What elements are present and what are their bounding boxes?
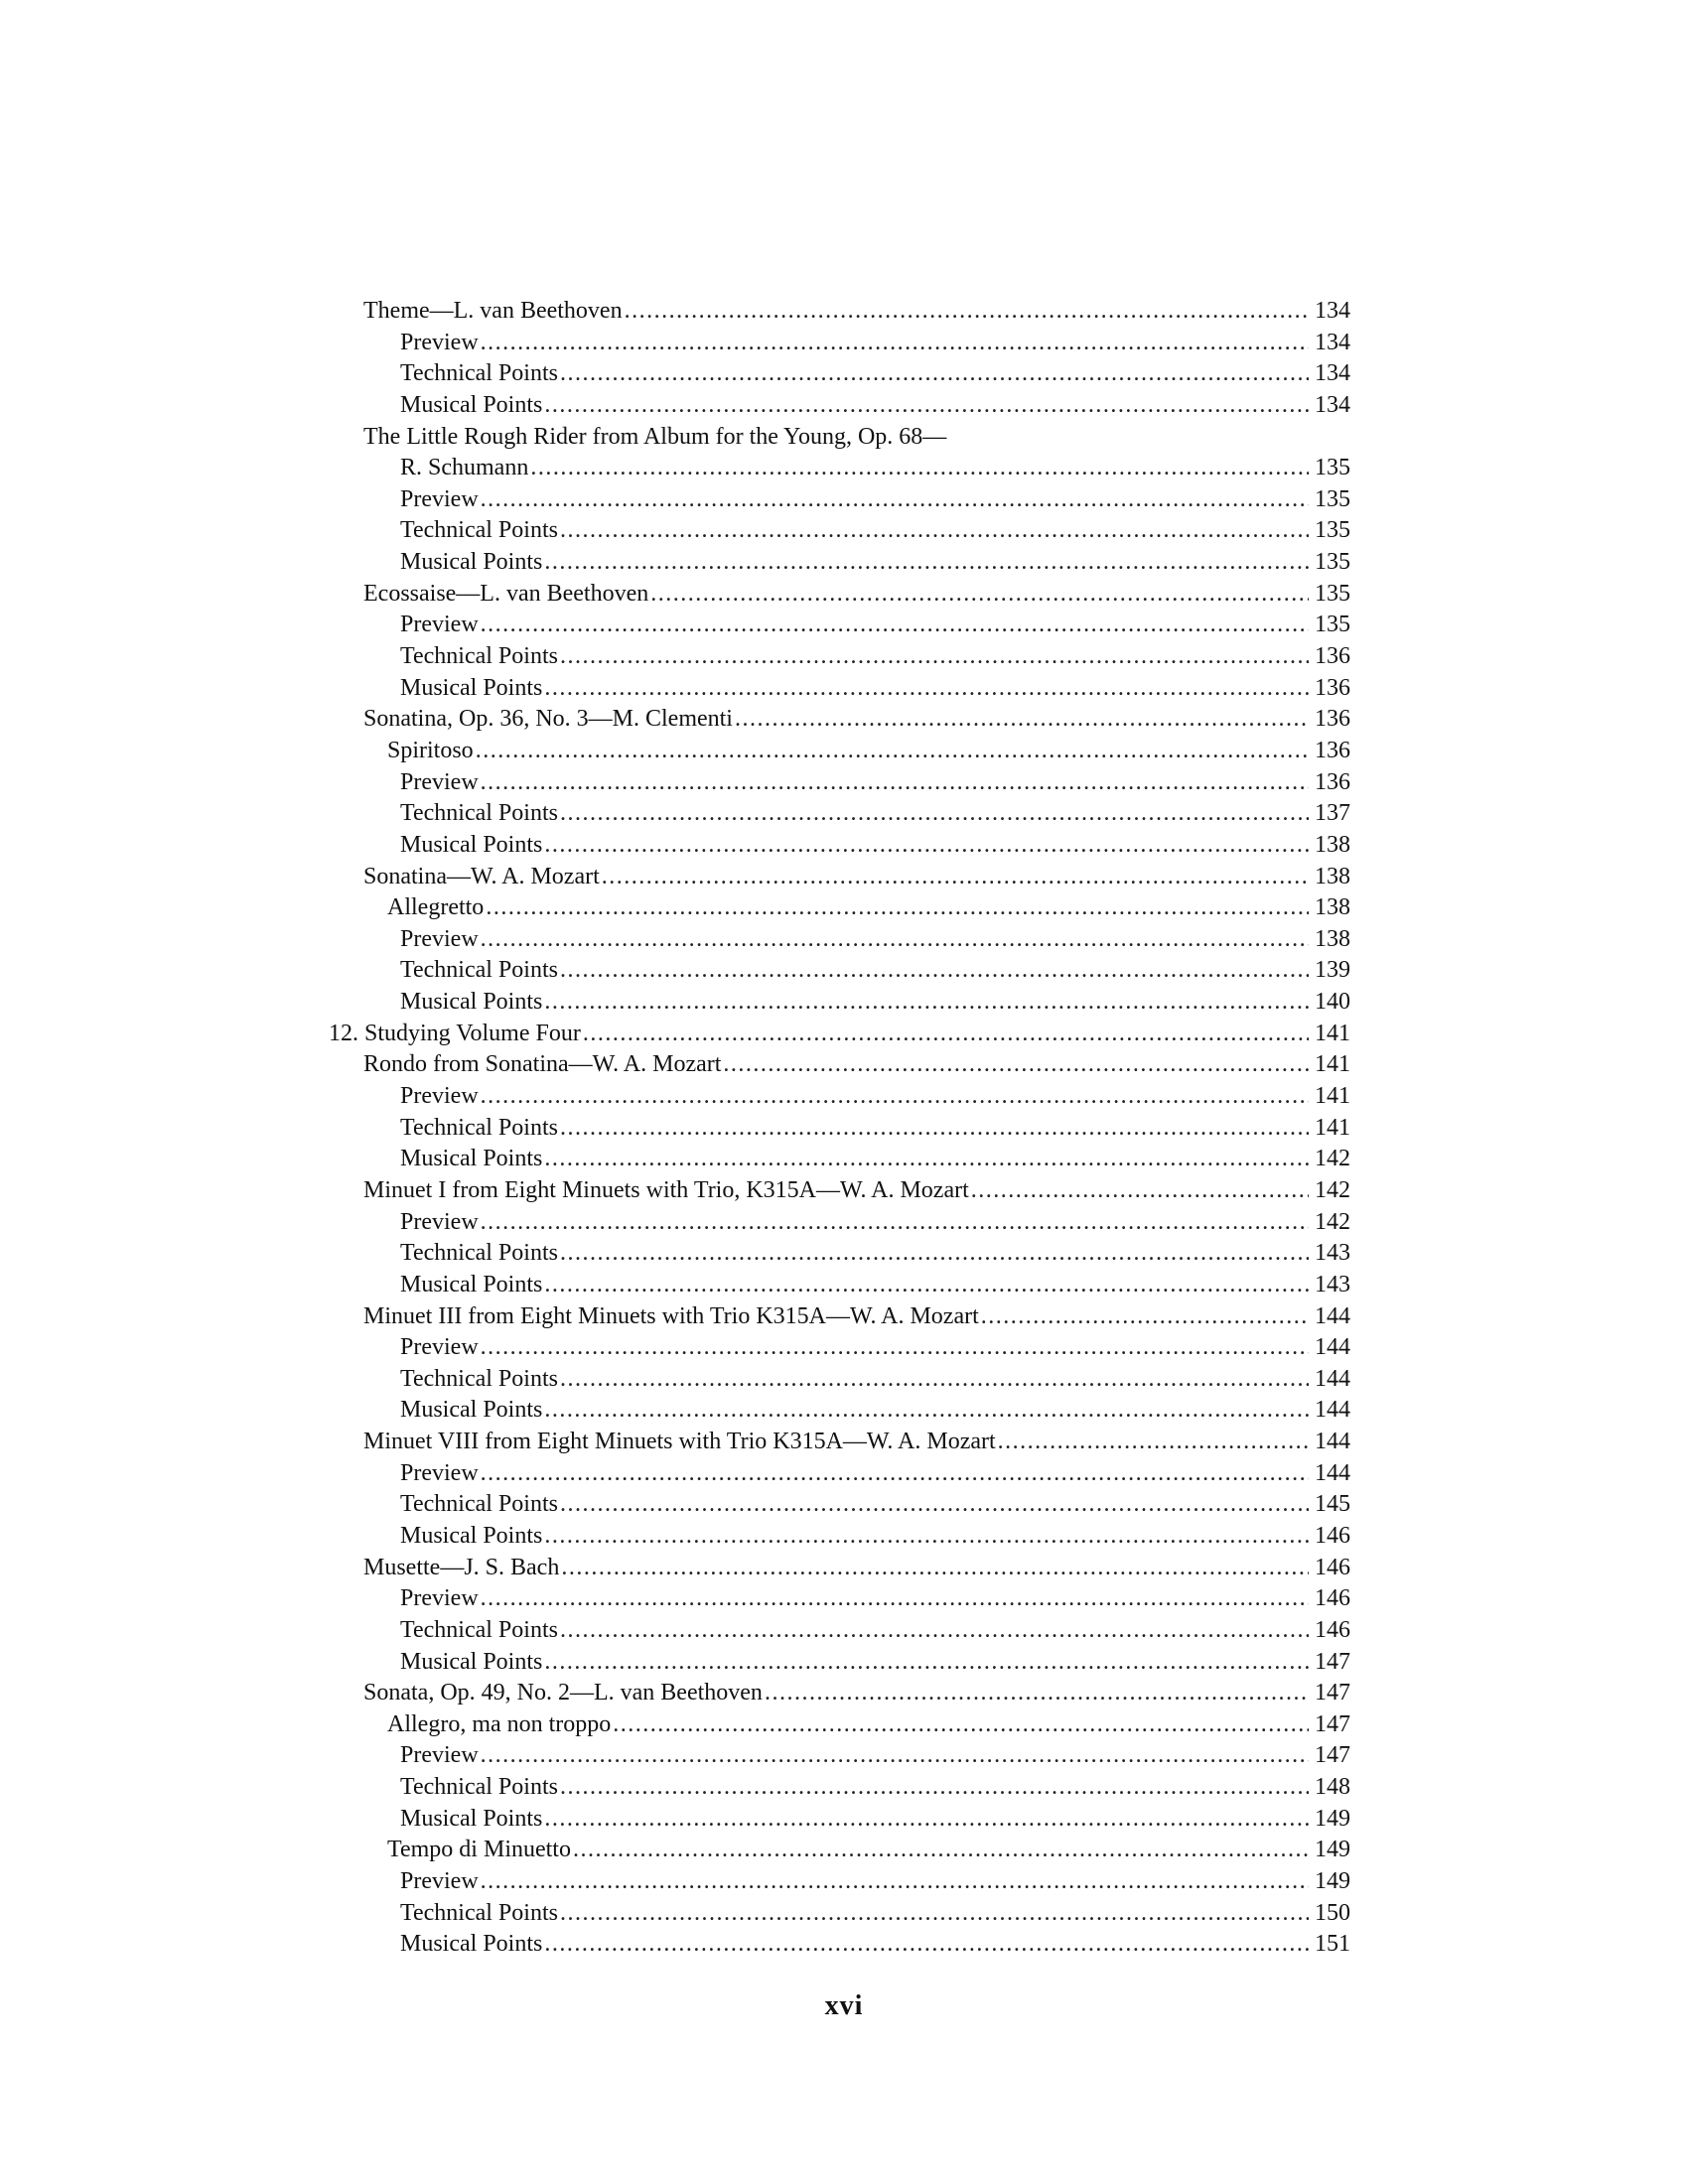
toc-entry-page: 140 <box>1315 989 1350 1016</box>
dot-leader <box>486 892 1309 924</box>
toc-entry <box>363 1804 1350 1836</box>
dot-leader <box>998 1427 1309 1458</box>
dot-leader <box>544 1270 1309 1301</box>
toc-entry <box>363 830 1350 862</box>
toc-entry-title: R. Schumann <box>400 455 529 481</box>
toc-entry-title: Musical Points <box>400 391 543 418</box>
dot-leader <box>560 1489 1309 1521</box>
toc-entry <box>363 1647 1350 1679</box>
toc-entry <box>363 610 1350 641</box>
toc-entry-page: 138 <box>1315 894 1350 921</box>
toc-entry-title: Minuet III from Eight Minuets with Trio K315A—W. A. Mozart <box>363 1302 979 1329</box>
toc-entry <box>363 673 1350 705</box>
toc-entry-page: 149 <box>1315 1868 1350 1895</box>
dot-leader <box>544 1521 1309 1553</box>
toc-entry-title: Musical Points <box>400 674 543 701</box>
toc-entry-page: 142 <box>1315 1146 1350 1172</box>
dot-leader <box>481 1332 1309 1364</box>
dot-leader <box>544 1929 1309 1961</box>
dot-leader <box>560 1238 1309 1270</box>
toc-entry <box>363 955 1350 987</box>
toc-entry <box>363 1049 1350 1081</box>
dot-leader <box>544 1647 1309 1679</box>
dot-leader <box>481 1583 1309 1615</box>
toc-entry-page: 136 <box>1315 737 1350 763</box>
toc-entry-page: 138 <box>1315 925 1350 952</box>
toc-entry <box>363 1772 1350 1804</box>
toc-entry-page: 136 <box>1315 706 1350 733</box>
toc-entry <box>363 1678 1350 1709</box>
toc-entry <box>363 1144 1350 1175</box>
toc-entry <box>363 1175 1350 1207</box>
toc-entry-title: Preview <box>400 1868 479 1895</box>
dot-leader <box>481 1866 1309 1898</box>
toc-entry-page: 141 <box>1315 1114 1350 1141</box>
dot-leader <box>481 484 1309 516</box>
toc-entry-page: 141 <box>1315 1020 1350 1046</box>
dot-leader <box>481 1207 1309 1239</box>
toc-entry-title: Technical Points <box>400 1616 558 1643</box>
toc-entry-page: 147 <box>1315 1710 1350 1737</box>
toc-entry-title: Allegretto <box>387 894 485 921</box>
toc-entry-title: Technical Points <box>400 1899 558 1926</box>
toc-entry <box>363 1835 1350 1866</box>
toc-entry-title: Technical Points <box>400 800 558 827</box>
dot-leader <box>971 1175 1309 1207</box>
dot-leader <box>573 1835 1309 1866</box>
toc-entry <box>363 1740 1350 1772</box>
toc-entry <box>363 1238 1350 1270</box>
dot-leader <box>981 1301 1309 1333</box>
dot-leader <box>544 987 1309 1019</box>
toc-entry <box>363 704 1350 736</box>
toc-entry <box>363 1521 1350 1553</box>
toc-entry-page: 136 <box>1315 674 1350 701</box>
toc-entry-title: Musical Points <box>400 1271 543 1297</box>
toc-entry-title: Musical Points <box>400 1931 543 1958</box>
toc-entry-page: 149 <box>1315 1805 1350 1832</box>
toc-entry-page: 146 <box>1315 1554 1350 1580</box>
toc-entry-title: Preview <box>400 329 479 355</box>
toc-entry-title: Preview <box>400 485 479 512</box>
toc-entry <box>363 484 1350 516</box>
toc-entry-page: 143 <box>1315 1271 1350 1297</box>
toc-entry-title: Preview <box>400 925 479 952</box>
toc-entry <box>363 547 1350 579</box>
toc-entry-title: Preview <box>400 768 479 795</box>
toc-entry-title: Technical Points <box>400 360 558 387</box>
dot-leader <box>476 736 1309 767</box>
toc-entry <box>363 1395 1350 1427</box>
dot-leader <box>481 924 1309 956</box>
toc-entry-title: Musical Points <box>400 1397 543 1424</box>
toc-entry-title: Musical Points <box>400 1146 543 1172</box>
toc-entry-page: 135 <box>1315 517 1350 544</box>
toc-entry-page: 138 <box>1315 831 1350 858</box>
toc-entry-page: 142 <box>1315 1208 1350 1235</box>
toc-entry-page: 144 <box>1315 1459 1350 1486</box>
toc-entry-title: Allegro, ma non troppo <box>387 1710 612 1737</box>
toc-entry-title: Technical Points <box>400 1365 558 1392</box>
toc-entry-title: Spiritoso <box>387 737 474 763</box>
toc-entry <box>363 515 1350 547</box>
dot-leader <box>544 1395 1309 1427</box>
dot-leader <box>481 1081 1309 1113</box>
toc-entry <box>363 892 1350 924</box>
toc-entry-page: 137 <box>1315 800 1350 827</box>
toc-entry-title: Preview <box>400 1459 479 1486</box>
toc-entry-page: 144 <box>1315 1397 1350 1424</box>
toc-entry-title: Preview <box>400 1742 479 1769</box>
toc-entry-page: 150 <box>1315 1899 1350 1926</box>
toc-entry-title: Musical Points <box>400 549 543 576</box>
toc-entry-title: Technical Points <box>400 1491 558 1518</box>
dot-leader <box>723 1049 1309 1081</box>
toc-entry-title: Musical Points <box>400 989 543 1016</box>
toc-entry <box>363 1583 1350 1615</box>
toc-entry <box>363 1489 1350 1521</box>
toc-entry-page: 144 <box>1315 1334 1350 1361</box>
toc-entry-page: 151 <box>1315 1931 1350 1958</box>
dot-leader <box>544 1144 1309 1175</box>
toc-entry-page: 142 <box>1315 1176 1350 1203</box>
dot-leader <box>544 1804 1309 1836</box>
page-number: xvi <box>824 1990 864 2021</box>
toc-entry-page: 148 <box>1315 1774 1350 1801</box>
toc-entry-title: Preview <box>400 612 479 638</box>
toc-entry <box>363 924 1350 956</box>
toc-entry-title: Theme—L. van Beethoven <box>363 298 623 324</box>
toc-entry-page: 139 <box>1315 957 1350 984</box>
toc-entry <box>363 1113 1350 1145</box>
toc-entry-title: Sonatina—W. A. Mozart <box>363 863 600 889</box>
dot-leader <box>735 704 1309 736</box>
toc-entry <box>363 1458 1350 1490</box>
toc-entry <box>363 328 1350 359</box>
toc-entry <box>363 1929 1350 1961</box>
toc-entry-page: 136 <box>1315 643 1350 670</box>
toc-entry-page: 149 <box>1315 1837 1350 1863</box>
dot-leader <box>765 1678 1309 1709</box>
toc-entry-title: Technical Points <box>400 1240 558 1267</box>
toc-entry <box>363 1427 1350 1458</box>
toc-entry-title: Musical Points <box>400 1522 543 1549</box>
dot-leader <box>544 547 1309 579</box>
toc-entry-title: Musical Points <box>400 831 543 858</box>
toc-entry-page: 144 <box>1315 1302 1350 1329</box>
toc-entry-title: Rondo from Sonatina—W. A. Mozart <box>363 1051 722 1078</box>
dot-leader <box>544 390 1309 422</box>
toc-entry <box>363 390 1350 422</box>
toc-entry <box>363 1364 1350 1396</box>
toc-entry-title: Technical Points <box>400 1114 558 1141</box>
toc-entry-page: 141 <box>1315 1083 1350 1110</box>
dot-leader <box>481 767 1309 799</box>
toc-entry-page: 135 <box>1315 612 1350 638</box>
toc-entry <box>363 987 1350 1019</box>
toc-entry-title: Preview <box>400 1083 479 1110</box>
toc-entry <box>363 862 1350 893</box>
dot-leader <box>560 1615 1309 1647</box>
dot-leader <box>481 610 1309 641</box>
toc-entry-page: 135 <box>1315 580 1350 607</box>
dot-leader <box>481 1458 1309 1490</box>
dot-leader <box>561 1553 1309 1584</box>
dot-leader <box>613 1709 1309 1741</box>
toc-entry-page: 134 <box>1315 329 1350 355</box>
toc-entry-page: 147 <box>1315 1742 1350 1769</box>
toc-entry <box>363 798 1350 830</box>
dot-leader <box>560 1364 1309 1396</box>
toc-entry-title: Preview <box>400 1585 479 1612</box>
toc-entry-title: Technical Points <box>400 1774 558 1801</box>
toc-entry <box>363 1081 1350 1113</box>
table-of-contents <box>329 296 1350 1961</box>
toc-entry <box>363 358 1350 390</box>
toc-entry-page: 135 <box>1315 485 1350 512</box>
dot-leader <box>560 1772 1309 1804</box>
toc-entry-page: 135 <box>1315 549 1350 576</box>
toc-entry <box>363 1332 1350 1364</box>
toc-entry-title: Technical Points <box>400 517 558 544</box>
toc-entry <box>363 422 1350 454</box>
dot-leader <box>560 955 1309 987</box>
toc-entry-title: Preview <box>400 1334 479 1361</box>
toc-entry-page: 141 <box>1315 1051 1350 1078</box>
toc-entry-title: Musical Points <box>400 1648 543 1675</box>
toc-entry <box>363 1270 1350 1301</box>
toc-entry-page: 145 <box>1315 1491 1350 1518</box>
dot-leader <box>560 641 1309 673</box>
toc-entry-page: 144 <box>1315 1365 1350 1392</box>
toc-entry <box>363 1898 1350 1930</box>
toc-entry-title: The Little Rough Rider from Album for the Young, Op. 68— <box>363 423 947 450</box>
toc-entry-title: Tempo di Minuetto <box>387 1837 571 1863</box>
toc-entry-title: Ecossaise—L. van Beethoven <box>363 580 649 607</box>
toc-entry <box>363 641 1350 673</box>
dot-leader <box>650 579 1309 611</box>
toc-entry-title: Sonata, Op. 49, No. 2—L. van Beethoven <box>363 1680 763 1706</box>
dot-leader <box>544 673 1309 705</box>
toc-entry-title: Sonatina, Op. 36, No. 3—M. Clementi <box>363 706 733 733</box>
toc-entry-page: 134 <box>1315 360 1350 387</box>
dot-leader <box>560 798 1309 830</box>
dot-leader <box>583 1019 1309 1050</box>
toc-entry-page: 138 <box>1315 863 1350 889</box>
dot-leader <box>544 830 1309 862</box>
dot-leader <box>560 1898 1309 1930</box>
dot-leader <box>530 453 1309 484</box>
toc-entry-page: 147 <box>1315 1680 1350 1706</box>
toc-entry-page: 146 <box>1315 1616 1350 1643</box>
toc-entry <box>363 1553 1350 1584</box>
toc-entry-page: 147 <box>1315 1648 1350 1675</box>
toc-entry <box>363 1709 1350 1741</box>
toc-entry <box>363 736 1350 767</box>
toc-entry-page: 134 <box>1315 298 1350 324</box>
dot-leader <box>560 358 1309 390</box>
dot-leader <box>481 1740 1309 1772</box>
toc-entry-title: Minuet VIII from Eight Minuets with Trio K315A—W. A. Mozart <box>363 1429 996 1455</box>
toc-entry-title: Musette—J. S. Bach <box>363 1554 560 1580</box>
dot-leader <box>481 328 1309 359</box>
dot-leader <box>625 296 1309 328</box>
toc-entry <box>363 1207 1350 1239</box>
toc-entry-title: Minuet I from Eight Minuets with Trio, K315A—W. A. Mozart <box>363 1176 969 1203</box>
toc-entry-page: 146 <box>1315 1585 1350 1612</box>
toc-entry-title: Technical Points <box>400 643 558 670</box>
toc-entry-page: 135 <box>1315 455 1350 481</box>
dot-leader <box>560 515 1309 547</box>
toc-entry-page: 146 <box>1315 1522 1350 1549</box>
toc-entry <box>363 453 1350 484</box>
toc-entry-page: 134 <box>1315 391 1350 418</box>
toc-entry <box>329 1019 1350 1050</box>
dot-leader <box>602 862 1309 893</box>
toc-entry-page: 143 <box>1315 1240 1350 1267</box>
toc-entry <box>363 1301 1350 1333</box>
toc-entry <box>363 296 1350 328</box>
toc-entry <box>363 579 1350 611</box>
toc-entry <box>363 1866 1350 1898</box>
toc-entry <box>363 1615 1350 1647</box>
dot-leader <box>560 1113 1309 1145</box>
toc-entry-title: 12. Studying Volume Four <box>329 1020 581 1046</box>
toc-entry-title: Musical Points <box>400 1805 543 1832</box>
toc-entry-page: 144 <box>1315 1429 1350 1455</box>
toc-entry-title: Preview <box>400 1208 479 1235</box>
toc-entry-page: 136 <box>1315 768 1350 795</box>
toc-entry-title: Technical Points <box>400 957 558 984</box>
toc-entry <box>363 767 1350 799</box>
